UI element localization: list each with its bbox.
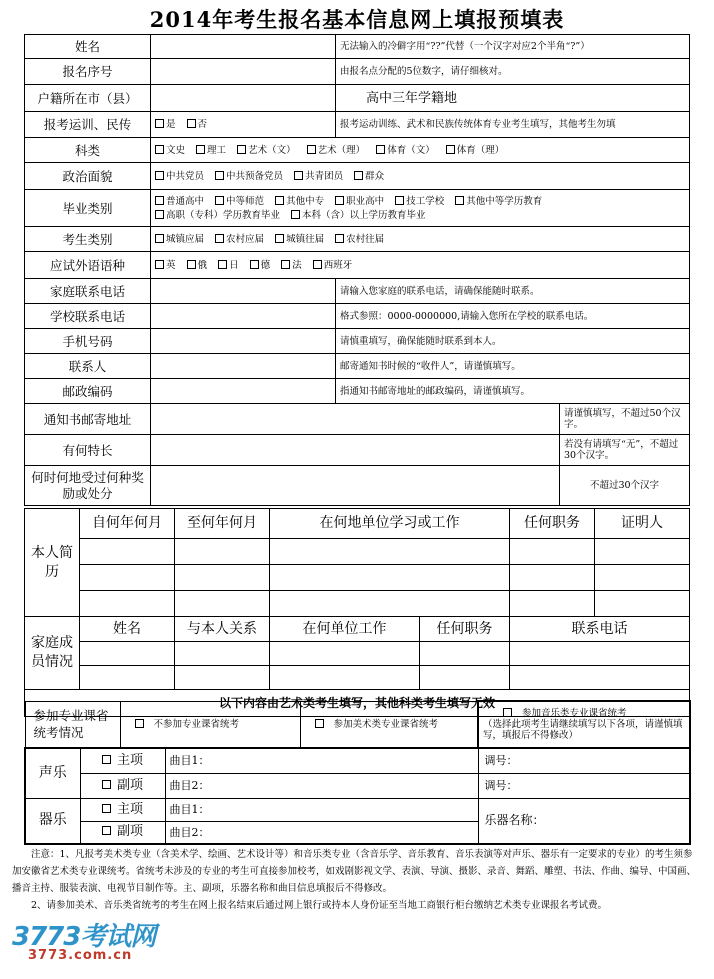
checkbox-square-icon bbox=[215, 171, 224, 180]
language-option[interactable]: 法 bbox=[281, 260, 302, 271]
checkbox-square-icon bbox=[315, 719, 324, 728]
checkbox-square-icon bbox=[155, 196, 164, 205]
name-note: 无法输入的冷僻字用“??”代替（一个汉字对应2个半角“?”） bbox=[336, 35, 690, 59]
art-banner: 以下内容由艺术类考生填写，其他科类考生填写无效 bbox=[25, 690, 690, 717]
art-exam-label: 参加专业课省统考情况 bbox=[25, 701, 120, 748]
instrument-label: 器乐 bbox=[25, 798, 80, 844]
checkbox-square-icon bbox=[237, 145, 246, 154]
vocal-sub-checkbox[interactable]: 副项 bbox=[80, 773, 165, 798]
language-label: 应试外语语种 bbox=[25, 252, 151, 279]
checkbox-square-icon bbox=[196, 145, 205, 154]
row-awards bbox=[25, 466, 690, 506]
resume-side-label: 本人简历 bbox=[25, 509, 80, 617]
checkbox-square-icon bbox=[335, 234, 344, 243]
row-domicile bbox=[25, 85, 690, 112]
language-option[interactable]: 日 bbox=[218, 260, 239, 271]
sports-options bbox=[151, 112, 336, 138]
checkbox-square-icon bbox=[250, 260, 259, 269]
checkbox-square-icon bbox=[503, 708, 512, 717]
language-option[interactable]: 英 bbox=[155, 260, 176, 271]
specialty-note: 若没有请填写“无”，不超过30个汉字。 bbox=[560, 435, 690, 466]
resume-cell[interactable] bbox=[595, 539, 690, 565]
instrument-name-field[interactable]: 乐器名称： bbox=[478, 798, 690, 844]
checkbox-square-icon bbox=[395, 196, 404, 205]
candidate-type-options bbox=[151, 227, 690, 252]
resume-family-table bbox=[24, 508, 690, 717]
row-school-phone bbox=[25, 304, 690, 329]
subject-option[interactable]: 艺术（理） bbox=[307, 145, 366, 156]
postcode-field[interactable] bbox=[151, 379, 336, 404]
vocal-label: 声乐 bbox=[25, 748, 80, 798]
resume-cell[interactable] bbox=[270, 565, 510, 591]
art-opt-music-note: （选择此项考生请继续填写以下各项，请谨慎填写，填报后不得修改） bbox=[483, 719, 683, 741]
graduation-option[interactable]: 本科（含）以上学历教育毕业 bbox=[291, 210, 426, 221]
watermark-logo bbox=[0, 916, 200, 976]
family-cell[interactable] bbox=[80, 666, 175, 690]
family-cell[interactable] bbox=[80, 642, 175, 666]
address-field[interactable] bbox=[151, 404, 560, 435]
row-candidate-type bbox=[25, 227, 690, 252]
specialty-field[interactable] bbox=[151, 435, 560, 466]
vocal-main-checkbox[interactable]: 主项 bbox=[80, 748, 165, 773]
awards-label: 何时何地受过何种奖励或处分 bbox=[25, 466, 151, 506]
postcode-note: 指通知书邮寄地址的邮政编码，请谨慎填写。 bbox=[336, 379, 690, 404]
resume-cell[interactable] bbox=[595, 591, 690, 617]
instrument-sub-checkbox[interactable]: 副项 bbox=[80, 821, 165, 844]
language-option[interactable]: 德 bbox=[250, 260, 271, 271]
checkbox-square-icon bbox=[275, 196, 284, 205]
resume-header: 证明人 bbox=[595, 509, 690, 539]
sports-note: 报考运动训练、武术和民族传统体育专业考生填写，其他考生勿填 bbox=[336, 112, 690, 138]
awards-field[interactable] bbox=[151, 466, 560, 506]
family-header: 姓名 bbox=[80, 617, 175, 642]
checkbox-square-icon bbox=[294, 171, 303, 180]
resume-cell[interactable] bbox=[510, 539, 595, 565]
address-label: 通知书邮寄地址 bbox=[25, 404, 151, 435]
checkbox-square-icon bbox=[155, 145, 164, 154]
subject-option[interactable]: 艺术（文） bbox=[237, 145, 296, 156]
candidate-type-option[interactable]: 农村往届 bbox=[335, 234, 384, 245]
resume-cell[interactable] bbox=[270, 591, 510, 617]
sports-yes-checkbox[interactable]: 是 bbox=[155, 119, 176, 130]
table-row bbox=[25, 591, 690, 617]
resume-cell[interactable] bbox=[175, 565, 270, 591]
home-phone-label: 家庭联系电话 bbox=[25, 279, 151, 304]
family-header: 联系电话 bbox=[510, 617, 690, 642]
art-opt-fine[interactable]: 参加美术类专业课省统考 bbox=[300, 701, 478, 748]
school-phone-label: 学校联系电话 bbox=[25, 304, 151, 329]
art-opt-none[interactable]: 不参加专业课省统考 bbox=[120, 701, 300, 748]
subject-option[interactable]: 理工 bbox=[196, 145, 226, 156]
political-options bbox=[151, 163, 690, 190]
subject-options bbox=[151, 138, 690, 163]
vocal-song1[interactable]: 曲目1： bbox=[165, 748, 478, 773]
checkbox-square-icon bbox=[187, 260, 196, 269]
checkbox-square-icon bbox=[215, 234, 224, 243]
political-option[interactable]: 中共党员 bbox=[155, 171, 204, 182]
subject-option[interactable]: 体育（文） bbox=[376, 145, 435, 156]
home-phone-note: 请输入您家庭的联系电话，请确保能随时联系。 bbox=[336, 279, 690, 304]
checkbox-square-icon bbox=[335, 196, 344, 205]
name-field[interactable] bbox=[151, 35, 336, 59]
family-header: 与本人关系 bbox=[175, 617, 270, 642]
serial-label: 报名序号 bbox=[25, 59, 151, 85]
language-option[interactable]: 西班牙 bbox=[313, 260, 353, 271]
mobile-field[interactable] bbox=[151, 329, 336, 354]
family-cell[interactable] bbox=[175, 666, 270, 690]
family-cell[interactable] bbox=[420, 666, 510, 690]
table-row bbox=[25, 565, 690, 591]
candidate-type-option[interactable]: 城镇往届 bbox=[275, 234, 324, 245]
checkbox-square-icon bbox=[155, 210, 164, 219]
checkbox-square-icon bbox=[455, 196, 464, 205]
resume-cell[interactable] bbox=[80, 565, 175, 591]
family-header: 任何职务 bbox=[420, 617, 510, 642]
candidate-type-option[interactable]: 农村应届 bbox=[215, 234, 264, 245]
checkbox-square-icon bbox=[446, 145, 455, 154]
watermark-sub: 3773.com.cn bbox=[28, 948, 133, 963]
contact-note: 邮寄通知书时候的“收件人”，请谨慎填写。 bbox=[336, 354, 690, 379]
checkbox-square-icon bbox=[313, 260, 322, 269]
resume-cell[interactable] bbox=[270, 539, 510, 565]
graduation-option[interactable]: 高职（专科）学历教育毕业 bbox=[155, 210, 280, 221]
row-political bbox=[25, 163, 690, 190]
resume-cell[interactable] bbox=[510, 591, 595, 617]
graduation-option[interactable]: 其他中等学历教育 bbox=[455, 196, 542, 207]
instrument-main-checkbox[interactable]: 主项 bbox=[80, 798, 165, 821]
sports-no-checkbox[interactable]: 否 bbox=[187, 119, 208, 130]
checkbox-square-icon bbox=[155, 260, 164, 269]
political-option[interactable]: 群众 bbox=[354, 171, 384, 182]
checkbox-square-icon bbox=[307, 145, 316, 154]
page-title: 2014年考生报名基本信息网上填报预填表 bbox=[149, 7, 565, 32]
resume-cell[interactable] bbox=[175, 591, 270, 617]
table-row bbox=[25, 666, 690, 690]
political-label: 政治面貌 bbox=[25, 163, 151, 190]
art-exam-table bbox=[24, 700, 691, 845]
row-language bbox=[25, 252, 690, 279]
family-header: 在何单位工作 bbox=[270, 617, 420, 642]
family-cell[interactable] bbox=[510, 642, 690, 666]
contact-label: 联系人 bbox=[25, 354, 151, 379]
row-home-phone bbox=[25, 279, 690, 304]
family-cell[interactable] bbox=[420, 642, 510, 666]
serial-field[interactable] bbox=[151, 59, 336, 85]
candidate-type-option[interactable]: 城镇应届 bbox=[155, 234, 204, 245]
home-phone-field[interactable] bbox=[151, 279, 336, 304]
graduation-option[interactable]: 职业高中 bbox=[335, 196, 384, 207]
checkbox-square-icon bbox=[291, 210, 300, 219]
awards-note: 不超过30个汉字 bbox=[560, 466, 690, 506]
row-serial bbox=[25, 59, 690, 85]
resume-header: 至何年何月 bbox=[175, 509, 270, 539]
domicile-label: 户籍所在市（县） bbox=[25, 85, 151, 112]
graduation-option[interactable]: 其他中专 bbox=[275, 196, 324, 207]
basic-info-table bbox=[24, 34, 690, 506]
school-phone-field[interactable] bbox=[151, 304, 336, 329]
row-sports bbox=[25, 112, 690, 138]
family-cell[interactable] bbox=[270, 642, 420, 666]
row-specialty bbox=[25, 435, 690, 466]
graduation-options bbox=[151, 190, 690, 227]
row-contact bbox=[25, 354, 690, 379]
family-cell[interactable] bbox=[510, 666, 690, 690]
name-label: 姓名 bbox=[25, 35, 151, 59]
graduation-option[interactable]: 技工学校 bbox=[395, 196, 444, 207]
school-phone-note: 格式参照：0000-0000000,请输入您所在学校的联系电话。 bbox=[336, 304, 690, 329]
mobile-note: 请慎重填写，确保能随时联系到本人。 bbox=[336, 329, 690, 354]
graduation-label: 毕业类别 bbox=[25, 190, 151, 227]
domicile-field[interactable] bbox=[151, 85, 336, 112]
resume-cell[interactable] bbox=[175, 539, 270, 565]
checkbox-square-icon bbox=[281, 260, 290, 269]
subject-option[interactable]: 文史 bbox=[155, 145, 185, 156]
political-option[interactable]: 中共预备党员 bbox=[215, 171, 283, 182]
resume-cell[interactable] bbox=[80, 591, 175, 617]
family-side-label: 家庭成员情况 bbox=[25, 617, 80, 690]
resume-header: 任何职务 bbox=[510, 509, 595, 539]
checkbox-square-icon bbox=[376, 145, 385, 154]
language-option[interactable]: 俄 bbox=[187, 260, 208, 271]
row-mobile bbox=[25, 329, 690, 354]
mobile-label: 手机号码 bbox=[25, 329, 151, 354]
instrument-song1[interactable]: 曲目1： bbox=[165, 798, 478, 821]
note-1: 注意：1、凡报考美术类专业（含美术学、绘画、艺术设计等）和音乐类专业（含音乐学、音乐教育、音乐表演等对声乐、器乐有一定要求的专业）的考生须参加安徽省艺术类专业课统考。省统考未涉及的专业的考生可直接参加校考，如戏剧影视文学、表演、导演、摄影、录音、舞蹈、雕塑、书法、作曲、编导、中国画、播音主持、服装表演、电视节目制作等。主、副项，乐器名称和曲目信息填报后不得修改。 bbox=[12, 849, 697, 894]
language-options bbox=[151, 252, 690, 279]
checkbox-square-icon bbox=[187, 119, 196, 128]
row-address bbox=[25, 404, 690, 435]
graduation-option[interactable]: 中等师范 bbox=[215, 196, 264, 207]
row-graduation bbox=[25, 190, 690, 227]
graduation-option[interactable]: 普通高中 bbox=[155, 196, 204, 207]
resume-header: 自何年何月 bbox=[80, 509, 175, 539]
vocal-key2[interactable]: 调号： bbox=[478, 773, 690, 798]
family-cell[interactable] bbox=[175, 642, 270, 666]
checkbox-square-icon bbox=[135, 719, 144, 728]
art-opt-music[interactable]: 参加音乐类专业课省统考 （选择此项考生请继续填写以下各项，请谨慎填写，填报后不得修改） bbox=[478, 701, 690, 748]
notes-section bbox=[12, 846, 702, 914]
resume-cell[interactable] bbox=[510, 565, 595, 591]
checkbox-square-icon bbox=[102, 755, 111, 764]
resume-cell[interactable] bbox=[595, 565, 690, 591]
family-cell[interactable] bbox=[270, 666, 420, 690]
table-row bbox=[25, 539, 690, 565]
subject-option[interactable]: 体育（理） bbox=[446, 145, 505, 156]
checkbox-square-icon bbox=[102, 780, 111, 789]
instrument-song2[interactable]: 曲目2： bbox=[165, 821, 478, 844]
watermark-main: 3773考试网 bbox=[12, 922, 156, 952]
table-row bbox=[25, 642, 690, 666]
serial-note: 由报名点分配的5位数字，请仔细核对。 bbox=[336, 59, 690, 85]
domicile-note: 高中三年学籍地 bbox=[336, 85, 690, 112]
resume-header: 在何地单位学习或工作 bbox=[270, 509, 510, 539]
checkbox-square-icon bbox=[102, 804, 111, 813]
sports-label: 报考运训、民传 bbox=[25, 112, 151, 138]
row-subject bbox=[25, 138, 690, 163]
subject-label: 科类 bbox=[25, 138, 151, 163]
checkbox-square-icon bbox=[102, 826, 111, 835]
row-postcode bbox=[25, 379, 690, 404]
specialty-label: 有何特长 bbox=[25, 435, 151, 466]
address-note: 请谨慎填写，不超过50个汉字。 bbox=[560, 404, 690, 435]
checkbox-square-icon bbox=[275, 234, 284, 243]
postcode-label: 邮政编码 bbox=[25, 379, 151, 404]
vocal-song2[interactable]: 曲目2： bbox=[165, 773, 478, 798]
checkbox-square-icon bbox=[155, 234, 164, 243]
checkbox-square-icon bbox=[155, 171, 164, 180]
checkbox-square-icon bbox=[155, 119, 164, 128]
checkbox-square-icon bbox=[354, 171, 363, 180]
row-name bbox=[25, 35, 690, 59]
note-2: 2、请参加美术、音乐类省统考的考生在网上报名结束后通过网上银行或持本人身份证至当地工商银行柜台缴纳艺术类专业课报名考试费。 bbox=[31, 900, 608, 911]
contact-field[interactable] bbox=[151, 354, 336, 379]
vocal-key1[interactable]: 调号： bbox=[478, 748, 690, 773]
checkbox-square-icon bbox=[215, 196, 224, 205]
resume-cell[interactable] bbox=[80, 539, 175, 565]
checkbox-square-icon bbox=[218, 260, 227, 269]
political-option[interactable]: 共青团员 bbox=[294, 171, 343, 182]
candidate-type-label: 考生类别 bbox=[25, 227, 151, 252]
